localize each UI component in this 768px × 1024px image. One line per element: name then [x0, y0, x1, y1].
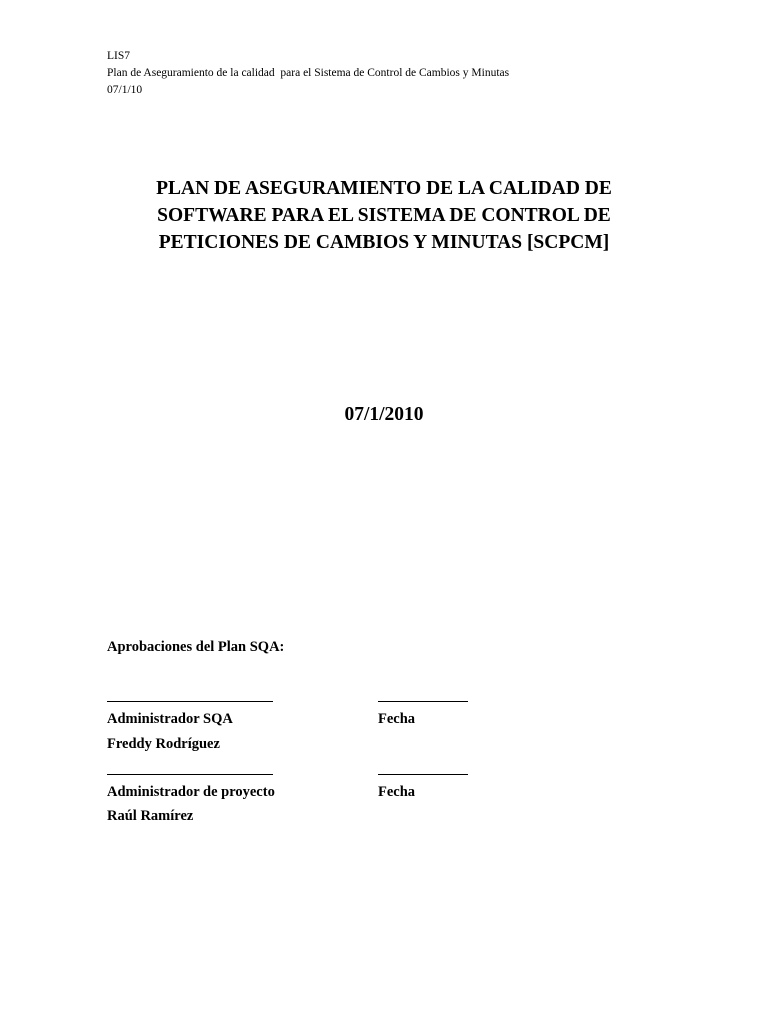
title-line-1: PLAN DE ASEGURAMIENTO DE LA CALIDAD DE [156, 178, 612, 199]
signatory-role: Administrador de proyecto [107, 784, 275, 800]
signatory-role: Administrador SQA [107, 711, 233, 727]
signatory-date-label: Fecha [378, 784, 416, 800]
title-line-3: PETICIONES DE CAMBIOS Y MINUTAS [SCPCM] [158, 232, 610, 253]
document-title [0, 175, 768, 256]
signatory-date-label: Fecha [378, 711, 416, 727]
header-subtitle: Plan de Aseguramiento de la calidad para el Sistema de Control de Cambios y Minutas [107, 67, 510, 79]
signature-line [107, 701, 273, 702]
date-line [378, 701, 468, 702]
header-code: LIS7 [107, 50, 130, 62]
approvals-heading: Aprobaciones del Plan SQA: [107, 639, 285, 655]
signatory-name: Raúl Ramírez [107, 808, 194, 824]
title-line-2: SOFTWARE PARA EL SISTEMA DE CONTROL DE [157, 205, 611, 226]
signatory-name: Freddy Rodríguez [107, 736, 220, 752]
date-line [378, 774, 468, 775]
page-header [107, 48, 509, 99]
document-date: 07/1/2010 [344, 404, 424, 425]
header-date: 07/1/10 [107, 84, 143, 96]
signature-line [107, 774, 273, 775]
